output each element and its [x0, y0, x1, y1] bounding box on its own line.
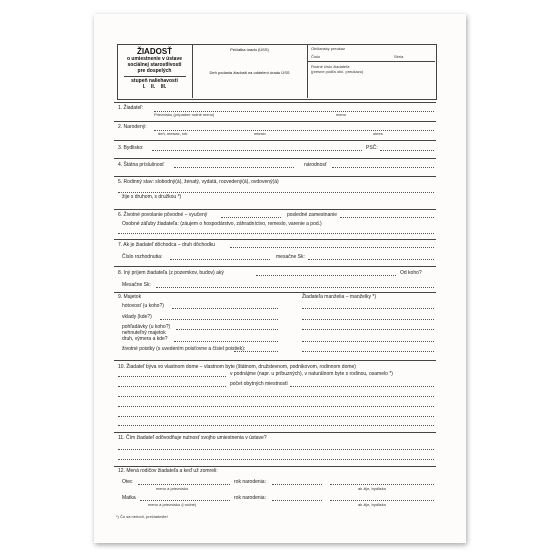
monthly-pension-line[interactable]	[308, 259, 434, 260]
postcode-label: PSČ:	[366, 145, 378, 151]
monthly-income-label: Mesačne Sk:	[122, 282, 151, 288]
form-title: ŽIADOSŤ	[136, 47, 173, 56]
real-estate-label: nehnuteľný majetok	[122, 330, 166, 336]
monthly-pension-label: mesačne Sk:	[276, 254, 305, 260]
nationality-label: národnosť	[304, 162, 327, 168]
insurance-line[interactable]	[234, 351, 278, 352]
id-series-label: Séria	[394, 54, 404, 59]
housing-note-line-2[interactable]	[118, 406, 434, 407]
section-9-label: 9. Majetok	[118, 294, 142, 300]
citizenship-line[interactable]	[174, 167, 294, 168]
father-address-caption: ak žije, bydlisko	[358, 486, 387, 491]
firstname-caption: meno	[336, 112, 347, 117]
footnote: *) Čo sa nehodí, prečiarknite!	[116, 514, 168, 519]
birth-data-line[interactable]	[154, 130, 434, 131]
section-10-label: 10. Žiadateľ býva vo vlastnom dome – vlastnom byte (štátnom, družstevnom, podnikovom, rodinnom dome)	[118, 364, 356, 370]
income-source-label: Od koho?	[400, 270, 422, 276]
real-estate-line[interactable]	[174, 341, 278, 342]
other-income-line[interactable]	[256, 275, 396, 276]
mother-name-caption: meno a priezvisko (i rodné)	[148, 502, 197, 507]
housing-line[interactable]	[118, 376, 226, 377]
id-card-label: Občiansky preukaz	[311, 46, 346, 51]
hobbies-label: Osobné záľuby žiadateľa: (záujem o hospodárstvo, záhradníctvo, remeslo, varenie a pod.)	[122, 221, 322, 227]
father-birth-year-label: rok narodenia:	[234, 479, 266, 485]
section-3-label: 3. Bydlisko:	[118, 145, 144, 151]
birth-number-note: (presne podľa obč. preukazu)	[311, 69, 364, 74]
father-birth-year-line[interactable]	[272, 484, 322, 485]
spouse-assets-label: Žiadateľa manželia – manželky *)	[302, 294, 376, 300]
form-subtitle-1: o umiestnenie v ústave	[126, 56, 183, 62]
office-stamp-label: Pečiatka úradu (ÚSS)	[230, 47, 269, 52]
reason-line-2[interactable]	[118, 459, 434, 460]
sublease-label: v podnájme (napr. u príbuzných), v naturálnom byte s rodinou, osamelo *)	[230, 371, 393, 377]
submission-date-label: Deň podania žiadosti na oddelení úradu ÚSS	[209, 70, 290, 75]
section-7-label: 7. Ak je žiadateľ dôchodca – druh dôchodku	[118, 242, 216, 248]
father-address-line[interactable]	[330, 484, 434, 485]
mother-name-line[interactable]	[140, 500, 230, 501]
receivables-label: pohľadávky (u koho?)	[122, 324, 171, 330]
form-subtitle-3: pre dospelých	[137, 68, 172, 74]
real-estate-type-label: druh, výmera a kde?	[122, 336, 168, 342]
birth-number-label: Rodné číslo žiadateľa	[311, 64, 350, 69]
cohabiting-label: žije s druhom, s družkou *)	[122, 194, 182, 200]
father-name-caption: meno a priezvisko	[156, 486, 189, 491]
urgency-label: stupeň naliehavosti	[131, 78, 178, 84]
address-line[interactable]	[152, 150, 362, 151]
spouse-cash-line[interactable]	[302, 308, 434, 309]
mother-address-caption: ak žije, bydlisko	[358, 502, 387, 507]
hobbies-line[interactable]	[118, 233, 434, 234]
nationality-line[interactable]	[332, 167, 434, 168]
rooms-value-line[interactable]	[290, 386, 434, 387]
birth-place-caption: miesto	[254, 131, 266, 136]
monthly-income-line[interactable]	[156, 287, 434, 288]
cash-line[interactable]	[172, 308, 278, 309]
last-job-label: posledné zamestnanie	[287, 212, 338, 218]
section-4-label: 4. Štátna príslušnosť	[118, 162, 165, 168]
reason-line-1[interactable]	[118, 449, 434, 450]
receivables-line[interactable]	[176, 329, 278, 330]
housing-note-line-4[interactable]	[118, 425, 434, 426]
surname-caption: Priezvisko (prípadne rodné meno)	[154, 112, 215, 117]
urgency-levels: I. II. III.	[142, 84, 167, 90]
application-form-sheet	[94, 14, 466, 543]
form-subtitle-2: sociálnej starostlivosti	[127, 62, 182, 68]
decision-number-label: Číslo rozhodnutia:	[122, 254, 163, 260]
rooms-line[interactable]	[118, 386, 226, 387]
mother-birth-year-label: rok narodenia:	[234, 495, 266, 501]
last-job-line[interactable]	[340, 217, 434, 218]
mother-label: Matka	[122, 495, 136, 501]
section-11-label: 11. Čím žiadateľ odôvodňuje nutnosť svojho umiestnenia v ústave?	[118, 435, 267, 441]
deposits-label: vklady (kde?)	[122, 314, 152, 320]
section-12-label: 12. Mená rodičov žiadateľa a keď už zomreli:	[118, 468, 218, 474]
pension-type-line[interactable]	[230, 247, 434, 248]
postcode-line[interactable]	[380, 150, 434, 151]
deposits-line[interactable]	[160, 319, 278, 320]
section-8-label: 8. Iný príjem žiadateľa (z pozemkov, budov) aký	[118, 270, 224, 276]
marital-line[interactable]	[118, 192, 434, 193]
father-label: Otec	[122, 479, 133, 485]
housing-note-line-3[interactable]	[118, 416, 434, 417]
mother-birth-year-line[interactable]	[272, 500, 322, 501]
mother-address-line[interactable]	[330, 500, 434, 501]
birth-date-caption: deň, mesiac, rok	[158, 131, 188, 136]
profession-line[interactable]	[221, 217, 281, 218]
section-2-label: 2. Narodený:	[118, 124, 147, 130]
section-5-label: 5. Rodinný stav: slobodný(á), ženatý, vydatá, rozvedený(á), ovdovený(á)	[118, 179, 279, 185]
rooms-label: počet obytných miestností	[230, 381, 288, 387]
section-6-label: 6. Životné povolanie pôvodné – vyučený	[118, 212, 208, 218]
cash-label: hotovosť (u koho?)	[122, 303, 164, 309]
spouse-deposits-line[interactable]	[302, 319, 434, 320]
father-name-line[interactable]	[138, 484, 230, 485]
spouse-receivables-line[interactable]	[302, 329, 434, 330]
housing-note-line-1[interactable]	[118, 396, 434, 397]
birth-district-caption: okres	[373, 131, 383, 136]
insurance-label: životné poistky (s uvedením poisťovne a čísiel poistiek):	[122, 346, 246, 352]
decision-number-line[interactable]	[170, 259, 270, 260]
section-1-label: 1. Žiadateľ:	[118, 105, 144, 111]
spouse-real-estate-line[interactable]	[302, 341, 434, 342]
id-number-label: Číslo	[311, 54, 321, 59]
spouse-insurance-line[interactable]	[302, 351, 434, 352]
